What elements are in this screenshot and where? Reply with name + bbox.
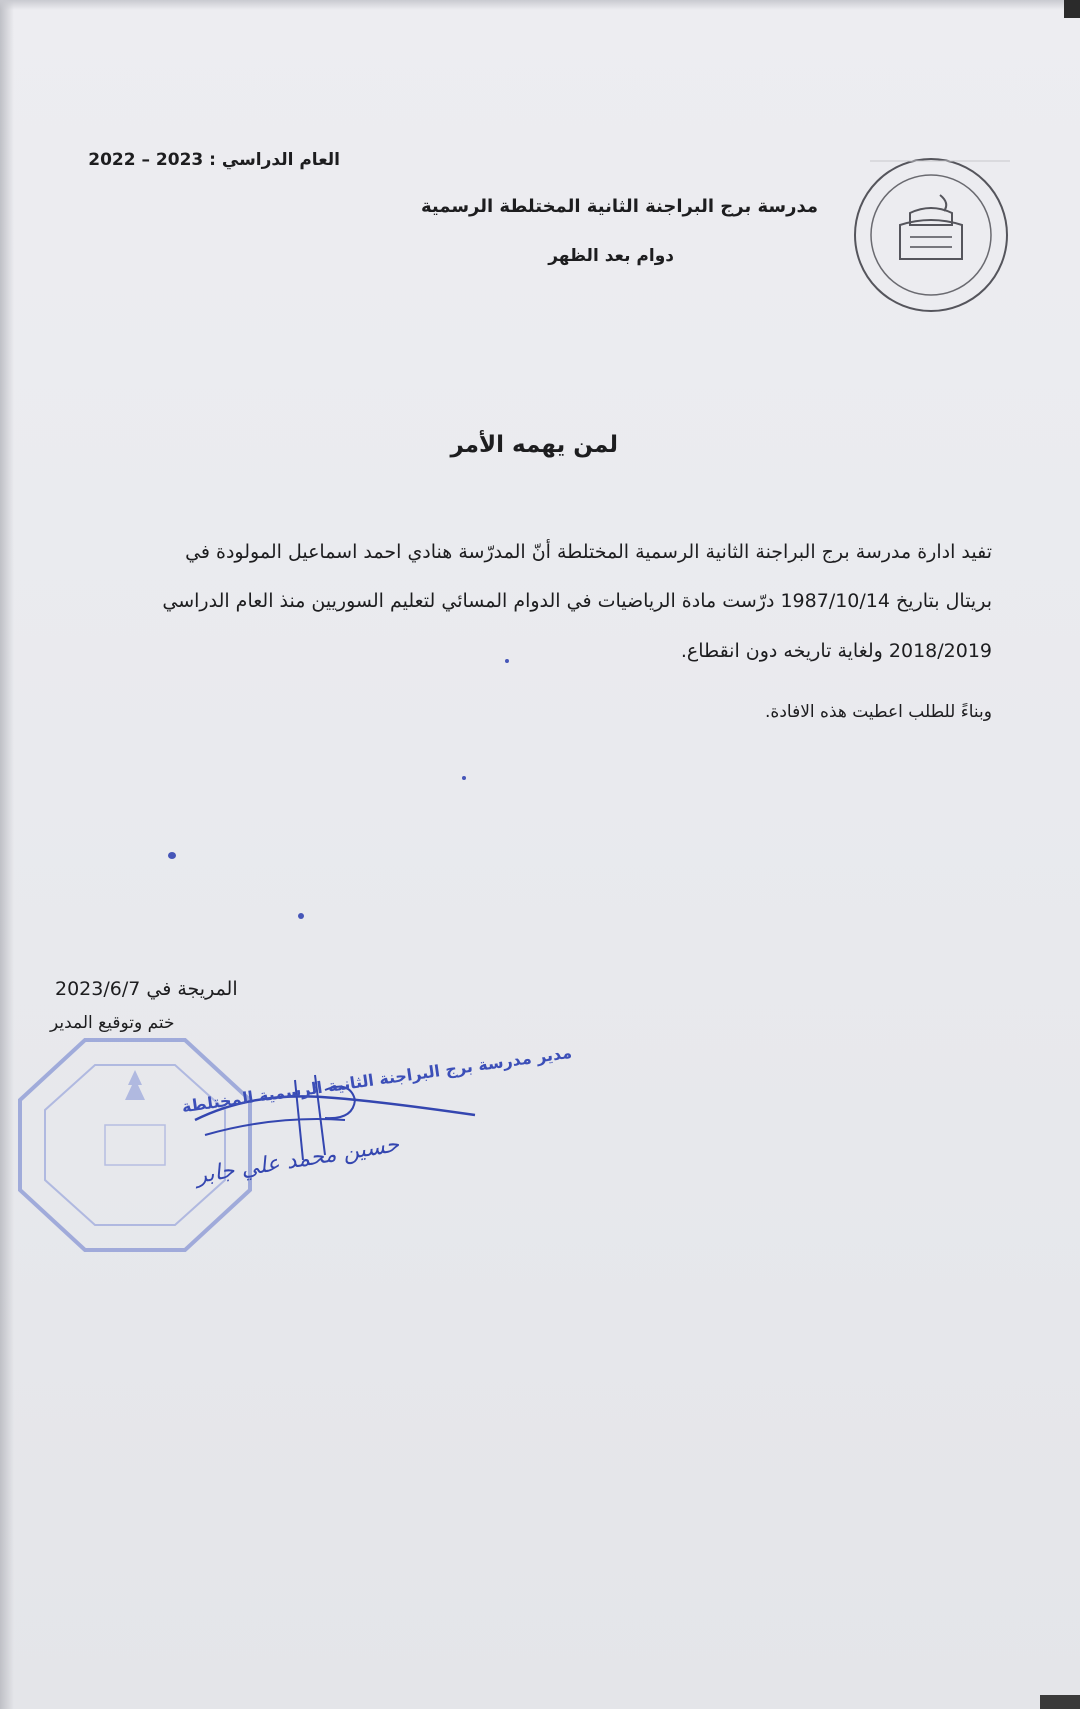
academic-year: العام الدراسي : 2023 – 2022 [88, 150, 340, 170]
background-corner [1064, 0, 1080, 18]
ink-speck [462, 776, 466, 780]
page-shadow-top [0, 0, 1080, 10]
signature-label: ختم وتوقيع المدير [50, 1013, 175, 1033]
signer-name: حسين محمد علي جابر [194, 1132, 401, 1189]
page-shadow-left [0, 0, 14, 1709]
ink-speck [168, 852, 176, 859]
body-line-3: 2018/2019 ولغاية تاريخه دون انقطاع. [680, 640, 992, 662]
body-line-1: تفيد ادارة مدرسة برج البراجنة الثانية الرسمية المختلطة أنّ المدرّسة هنادي احمد اسماعيل المولودة في [185, 541, 992, 563]
document-subject: لمن يهمه الأمر [450, 432, 618, 458]
school-name: مدرسة برج البراجنة الثانية المختلطة الرسمية [421, 196, 818, 217]
ink-speck [505, 659, 509, 663]
school-logo-icon [840, 155, 1022, 315]
school-shift: دوام بعد الظهر [548, 246, 674, 266]
body-line-4: وبناءً للطلب اعطيت هذه الافادة. [765, 702, 992, 722]
background-corner-bottom [1040, 1695, 1080, 1709]
body-line-2: بريتال بتاريخ 1987/10/14 درّست مادة الرياضيات في الدوام المسائي لتعليم السوريين منذ العام الدراسي [162, 590, 992, 612]
place-date: المريجة في 2023/6/7 [55, 978, 238, 1000]
stamp-caption: مدير مدرسة برج البراجنة الثانية الرسمية المختلطة [180, 1042, 573, 1117]
ink-speck [298, 913, 304, 919]
